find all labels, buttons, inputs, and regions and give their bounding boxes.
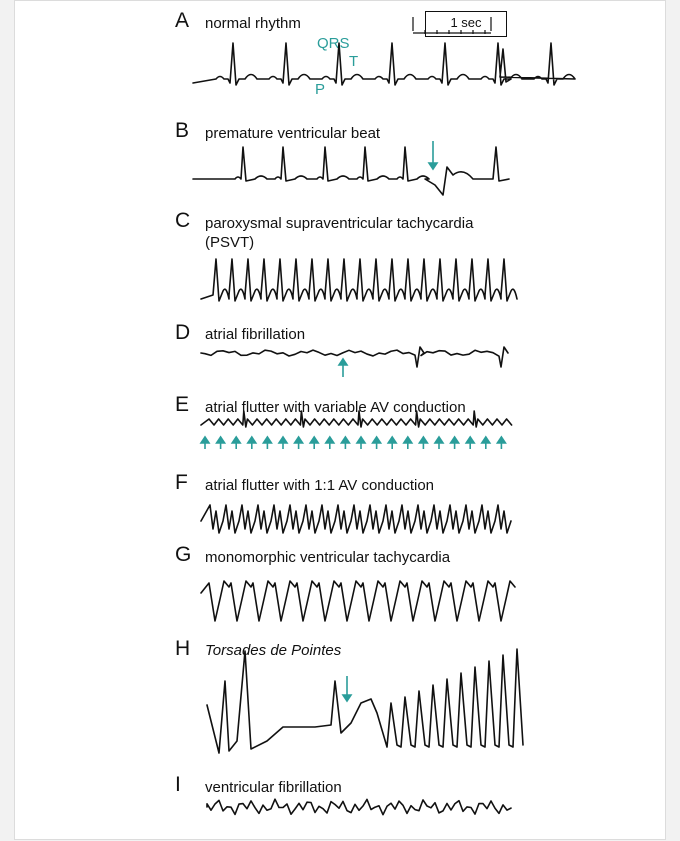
arrow-up-icon — [263, 437, 271, 449]
p-wave-label: P — [315, 81, 326, 98]
arrow-up-icon — [419, 437, 427, 449]
arrow-up-icon — [482, 437, 490, 449]
arrow-up-icon — [357, 437, 365, 449]
arrow-up-icon — [388, 437, 396, 449]
panel-h-title: Torsades de Pointes — [205, 642, 342, 659]
trace-atrial-flutter-1-1 — [201, 505, 511, 533]
panel-c-subtitle: (PSVT) — [205, 234, 255, 251]
arrow-up-icon — [201, 437, 209, 449]
arrow-up-icon — [295, 437, 303, 449]
trace-monomorphic-vt — [201, 581, 515, 621]
time-scale-label: 1 sec — [450, 15, 482, 30]
panel-g-letter: G — [175, 543, 192, 566]
arrow-up-icon — [404, 437, 412, 449]
trace-psvt — [201, 259, 517, 301]
panel-f-title: atrial flutter with 1:1 AV conduction — [205, 477, 435, 494]
arrow-down-icon — [343, 676, 351, 701]
trace-ventricular-fibrillation — [207, 799, 511, 815]
trace-atrial-fibrillation — [201, 347, 508, 367]
trace-premature-ventricular-beat — [193, 147, 509, 195]
t-wave-label: T — [349, 53, 359, 70]
qrs-label: QRS — [317, 35, 350, 52]
arrow-up-icon — [248, 437, 256, 449]
arrow-up-icon — [341, 437, 349, 449]
panel-c-letter: C — [175, 209, 191, 232]
panel-i-title: ventricular fibrillation — [205, 779, 342, 796]
arrow-up-icon — [373, 437, 381, 449]
panel-c-title: paroxysmal supraventricular tachycardia — [205, 215, 474, 232]
panel-b-letter: B — [175, 119, 190, 142]
arrow-up-icon — [326, 437, 334, 449]
arrow-up-icon — [435, 437, 443, 449]
arrow-up-icon — [310, 437, 318, 449]
ecg-traces — [15, 1, 667, 841]
arrow-up-icon — [451, 437, 459, 449]
panel-e-title: atrial flutter with variable AV conduction — [205, 399, 466, 416]
trace-atrial-flutter-variable — [201, 411, 512, 427]
arrow-up-icon — [217, 437, 225, 449]
ecg-figure — [14, 0, 666, 840]
arrow-up-icon — [466, 437, 474, 449]
panel-a-letter: A — [175, 9, 190, 32]
arrow-up-icon — [279, 437, 287, 449]
panel-a-title: normal rhythm — [205, 15, 301, 32]
arrow-up-icon — [232, 437, 240, 449]
scale-ticks — [413, 17, 491, 34]
panel-h-letter: H — [175, 637, 191, 660]
panel-f-letter: F — [175, 471, 188, 494]
arrow-down-icon — [429, 141, 437, 169]
arrow-up-icon — [339, 359, 347, 377]
trace-torsades — [207, 649, 523, 753]
panel-g-title: monomorphic ventricular tachycardia — [205, 549, 451, 566]
panel-d-letter: D — [175, 321, 191, 344]
arrow-up-icon — [497, 437, 505, 449]
panel-i-letter: I — [175, 773, 181, 796]
panel-b-title: premature ventricular beat — [205, 125, 381, 142]
trace-normal-rhythm — [193, 43, 575, 85]
panel-d-title: atrial fibrillation — [205, 326, 306, 343]
panel-e-letter: E — [175, 393, 190, 416]
